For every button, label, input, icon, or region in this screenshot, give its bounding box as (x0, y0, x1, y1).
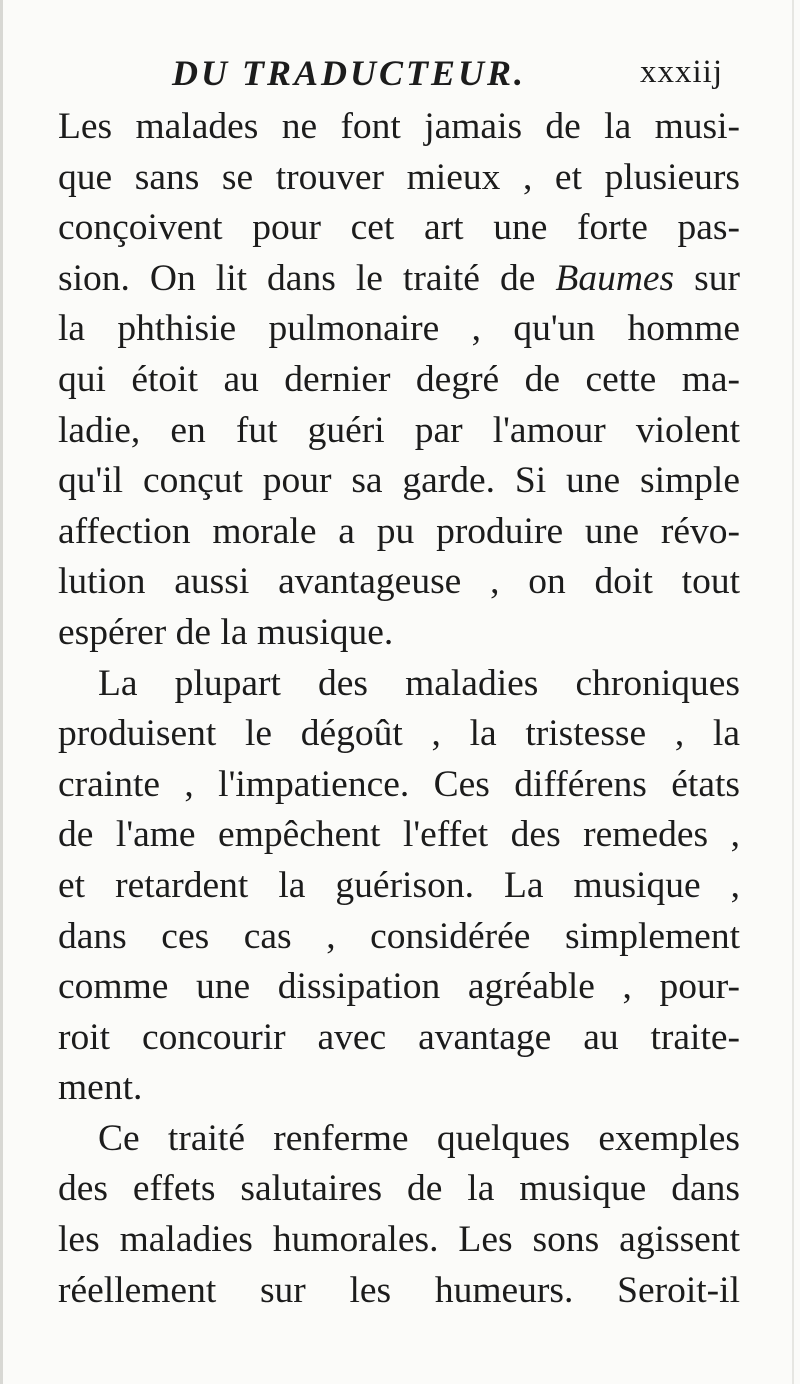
text-line: la phthisie pulmonaire , qu'un homme (58, 308, 740, 350)
text-line: sion. On lit dans le traité de Baumes sur (58, 257, 740, 299)
text-line: espérer de la musique. (58, 611, 394, 653)
text-line: crainte , l'impatience. Ces différens états (58, 763, 740, 805)
text-line: que sans se trouver mieux , et plusieurs (58, 156, 740, 198)
text-line: des effets salutaires de la musique dans (58, 1168, 740, 1210)
text-line: comme une dissipation agréable , pour- (58, 966, 740, 1008)
italic-name: Baumes (555, 257, 675, 299)
text-line: ladie, en fut guéri par l'amour violent (58, 409, 740, 451)
text-line: ment. (58, 1067, 143, 1109)
text-line: affection morale a pu produire une révo- (58, 510, 740, 552)
page-right-edge (792, 0, 794, 1384)
text-line: conçoivent pour cet art une forte pas- (58, 207, 740, 249)
text-line: Les malades ne font jamais de la musi- (58, 106, 740, 147)
page-edge (0, 0, 3, 1384)
text-line: réellement sur les humeurs. Seroit-il (58, 1269, 740, 1311)
text-line: La plupart des maladies chroniques (98, 662, 740, 704)
text-line: dans ces cas , considérée simplement (58, 915, 740, 957)
text-line: produisent le dégoût , la tristesse , la (58, 713, 740, 755)
text-line: de l'ame empêchent l'effet des remedes , (58, 814, 740, 856)
text-line: lution aussi avantageuse , on doit tout (58, 561, 740, 603)
body-text (58, 102, 740, 1316)
page-number: xxxiij (640, 54, 724, 90)
text-line: qu'il conçut pour sa garde. Si une simple (58, 460, 740, 502)
text-line: et retardent la guérison. La musique , (58, 864, 740, 906)
text-line: les maladies humorales. Les sons agissent (58, 1219, 740, 1261)
running-head: DU TRADUCTEUR. (172, 53, 527, 93)
text-line: qui étoit au dernier degré de cette ma- (58, 358, 740, 400)
page-header (0, 50, 800, 100)
text-line: roit concourir avec avantage au traite- (58, 1016, 740, 1058)
text-line: Ce traité renferme quelques exemples (98, 1117, 740, 1159)
